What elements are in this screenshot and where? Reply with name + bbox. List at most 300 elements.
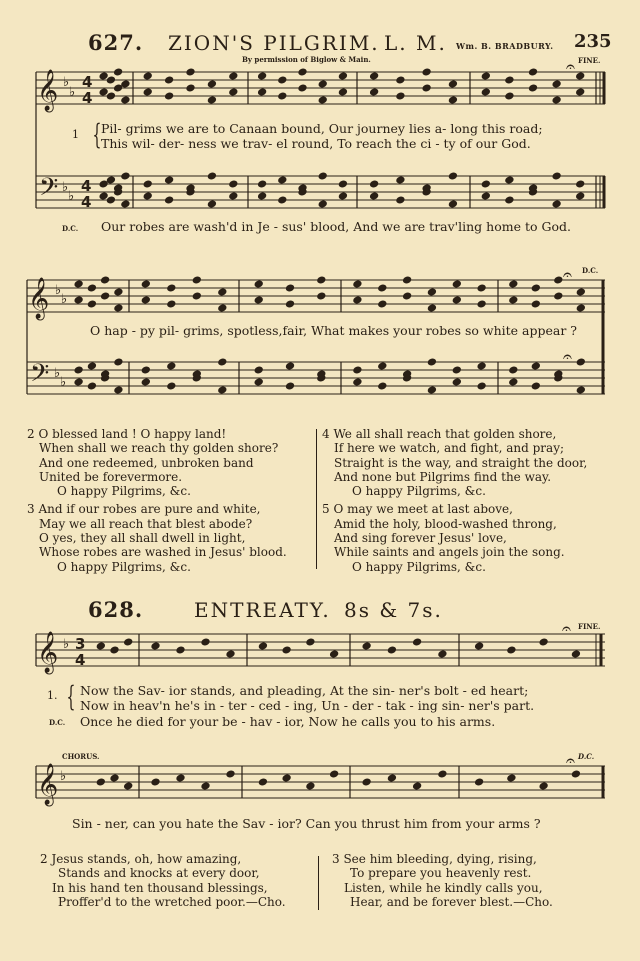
verse-line: Listen, while he kindly calls you, <box>344 880 543 895</box>
note-head <box>99 192 108 200</box>
hymn-628-verses-right <box>332 852 553 909</box>
hymn-627-dc-label: D.C. <box>62 224 79 233</box>
note-head <box>254 378 263 386</box>
note-head <box>254 366 263 374</box>
note-head <box>167 382 176 390</box>
note-head <box>448 200 457 208</box>
hymn-628-chorus-label: CHORUS. <box>62 752 100 761</box>
note-head <box>229 72 238 80</box>
note-head <box>576 88 585 96</box>
verse-line <box>27 502 287 516</box>
note-head <box>576 72 585 80</box>
note-head <box>278 196 287 204</box>
note-head <box>571 650 580 658</box>
fermata-icon: 𝄐 <box>563 265 572 284</box>
note-head <box>438 650 447 658</box>
brace-icon: { <box>66 680 76 713</box>
verse-line: Straight is the way, and straight the door, <box>334 455 588 470</box>
flat-icon: ♭ <box>55 283 62 298</box>
note-head <box>330 650 339 658</box>
verse-block <box>322 502 587 573</box>
note-head <box>165 92 174 100</box>
flat-icon: ♭ <box>62 180 69 195</box>
note-head <box>509 296 518 304</box>
note-head <box>114 288 123 296</box>
note-head <box>396 92 405 100</box>
fermata-icon: 𝄐 <box>562 619 571 638</box>
note-head <box>413 782 422 790</box>
note-head <box>505 92 514 100</box>
note-head <box>576 304 585 312</box>
note-head <box>99 180 108 188</box>
verse-line: O happy Pilgrims, &c. <box>57 559 191 574</box>
note-head <box>110 774 119 782</box>
system2-treble-staff <box>27 280 605 312</box>
note-head <box>96 642 105 650</box>
verse-line: When shall we reach thy golden shore? <box>39 441 279 456</box>
verse-line: In his hand ten thousand blessings, <box>52 880 268 895</box>
hymn-627-composer: Wm. B. BRADBURY. <box>456 41 554 51</box>
note-head <box>370 192 379 200</box>
hymn-628-meter: 8s & 7s. <box>344 598 443 622</box>
note-head <box>141 280 150 288</box>
hymn-627-verses-right <box>322 427 587 574</box>
note-head <box>539 638 548 646</box>
note-head <box>186 84 195 92</box>
note-head <box>285 362 294 370</box>
flat-icon: ♭ <box>61 292 68 307</box>
note-head <box>554 276 563 284</box>
note-head <box>282 774 291 782</box>
note-head <box>509 366 518 374</box>
note-head <box>167 300 176 308</box>
note-head <box>318 80 327 88</box>
note-head <box>278 176 287 184</box>
note-head <box>481 72 490 80</box>
note-head <box>99 72 108 80</box>
note-head <box>330 770 339 778</box>
note-head <box>226 770 235 778</box>
note-head <box>74 366 83 374</box>
verse-number: 3 <box>332 852 344 866</box>
note-head <box>396 76 405 84</box>
verse-line <box>332 852 553 866</box>
hymn-628-dc-label: D.C. <box>49 718 66 727</box>
hymn-628-verse-number: 1. <box>47 689 58 702</box>
verse-line <box>27 427 287 441</box>
note-head <box>477 362 486 370</box>
note-head <box>114 304 123 312</box>
note-head <box>87 382 96 390</box>
verse-number: 4 <box>322 427 334 441</box>
hymn-627-verse-number: 1 <box>72 128 79 141</box>
note-head <box>110 646 119 654</box>
treble-clef-icon: 𝄞 <box>37 70 59 111</box>
note-head <box>96 778 105 786</box>
hymn-628-dc-mark: D.C. <box>578 752 595 761</box>
note-head <box>531 362 540 370</box>
time-signature-bottom: 4 <box>82 89 93 107</box>
note-head <box>318 200 327 208</box>
note-head <box>505 176 514 184</box>
treble-clef-icon: 𝄞 <box>37 764 59 805</box>
note-head <box>285 382 294 390</box>
verse-line: O yes, they all shall dwell in light, <box>39 531 246 546</box>
note-head <box>528 84 537 92</box>
note-head <box>258 642 267 650</box>
note-head <box>353 280 362 288</box>
note-head <box>528 68 537 76</box>
column-divider <box>318 856 319 910</box>
note-head <box>218 304 227 312</box>
treble-clef-icon: 𝄞 <box>37 632 59 673</box>
note-head <box>99 88 108 96</box>
note-head <box>477 284 486 292</box>
hymn-627-lyric-line1: Pil- grims we are to Canaan bound, Our journey lies a- long this road; <box>101 121 543 136</box>
note-head <box>165 176 174 184</box>
verse-line-text: O may we meet at last above, <box>333 502 513 517</box>
note-head <box>176 646 185 654</box>
note-head <box>258 180 267 188</box>
note-head <box>396 196 405 204</box>
note-head <box>427 288 436 296</box>
note-head <box>338 180 347 188</box>
verse-block <box>27 427 287 498</box>
note-head <box>477 382 486 390</box>
verse-line: Whose robes are washed in Jesus' blood. <box>39 545 287 560</box>
note-head <box>298 68 307 76</box>
note-head <box>229 180 238 188</box>
note-head <box>353 296 362 304</box>
system2-bass-staff <box>27 362 605 394</box>
verse-line: Proffer'd to the wretched poor.—Cho. <box>58 894 286 909</box>
time-signature-top: 3 <box>75 635 86 653</box>
hymn628-staff2 <box>36 766 605 798</box>
note-head <box>403 292 412 300</box>
note-head <box>531 382 540 390</box>
verse-line: To prepare you heavenly rest. <box>350 866 532 881</box>
note-head <box>552 96 561 104</box>
verse-line: O happy Pilgrims, &c. <box>352 484 486 499</box>
note-head <box>207 172 216 180</box>
note-head <box>143 192 152 200</box>
note-head <box>121 172 130 180</box>
note-head <box>207 96 216 104</box>
note-head <box>114 386 123 394</box>
note-head <box>378 382 387 390</box>
note-head <box>452 378 461 386</box>
note-head <box>338 72 347 80</box>
verse-line: Stands and knocks at every door, <box>58 866 260 881</box>
note-head <box>143 72 152 80</box>
note-head <box>413 638 422 646</box>
note-head <box>452 366 461 374</box>
hymn-628-verses-left <box>40 852 286 909</box>
note-head <box>531 300 540 308</box>
note-head <box>229 192 238 200</box>
note-head <box>387 774 396 782</box>
note-head <box>114 68 123 76</box>
verse-line: May we all reach that blest abode? <box>39 516 253 531</box>
note-head <box>192 276 201 284</box>
note-head <box>378 362 387 370</box>
verse-line: United be forevermore. <box>39 469 183 484</box>
note-head <box>278 76 287 84</box>
note-head <box>477 300 486 308</box>
note-head <box>539 782 548 790</box>
note-head <box>218 288 227 296</box>
note-head <box>306 782 315 790</box>
verse-line: While saints and angels join the song. <box>334 545 565 560</box>
note-head <box>552 200 561 208</box>
bass-clef-icon: 𝄢 <box>30 359 50 394</box>
note-head <box>507 646 516 654</box>
flat-icon: ♭ <box>60 769 67 784</box>
note-head <box>106 92 115 100</box>
time-signature-top: 4 <box>81 177 92 195</box>
note-head <box>571 770 580 778</box>
note-head <box>87 362 96 370</box>
verse-line-text: Jesus stands, oh, how amazing, <box>51 852 242 866</box>
fermata-icon: 𝄐 <box>563 347 572 366</box>
note-head <box>121 80 130 88</box>
note-head <box>106 176 115 184</box>
note-head <box>114 358 123 366</box>
note-head <box>576 192 585 200</box>
flat-icon: ♭ <box>63 75 70 90</box>
note-head <box>167 284 176 292</box>
note-head <box>370 88 379 96</box>
note-head <box>285 284 294 292</box>
note-head <box>317 276 326 284</box>
note-head <box>282 646 291 654</box>
note-head <box>427 358 436 366</box>
verse-line: O happy Pilgrims, &c. <box>57 484 191 499</box>
brace-icon: { <box>92 118 102 151</box>
note-head <box>124 638 133 646</box>
verse-line: Hear, and be forever blest.—Cho. <box>350 894 553 909</box>
note-head <box>576 180 585 188</box>
note-head <box>552 80 561 88</box>
note-head <box>151 642 160 650</box>
verse-line <box>322 502 587 516</box>
note-head <box>505 196 514 204</box>
note-head <box>438 770 447 778</box>
note-head <box>143 88 152 96</box>
note-head <box>101 276 110 284</box>
verse-number: 2 <box>40 852 52 866</box>
hymn-627-lyric-line2: This wil- der- ness we trav- el round, To reach the ci - ty of our God. <box>101 136 531 151</box>
note-head <box>475 642 484 650</box>
note-head <box>353 378 362 386</box>
flat-icon: ♭ <box>60 375 67 390</box>
verse-line: And one redeemed, unbroken band <box>39 455 254 470</box>
verse-line: And sing forever Jesus' love, <box>334 531 507 546</box>
fermata-icon: 𝄐 <box>566 57 575 76</box>
verse-line: O happy Pilgrims, &c. <box>352 559 486 574</box>
note-head <box>254 280 263 288</box>
column-divider <box>316 429 317 569</box>
verse-block <box>40 852 286 909</box>
flat-icon: ♭ <box>63 637 70 652</box>
note-head <box>258 778 267 786</box>
hymn-628-lyric-line2: Now in heav'n he's in - ter - ced - ing, Un - der - tak - ing sin- ner's part. <box>80 698 535 713</box>
note-head <box>101 292 110 300</box>
note-head <box>186 68 195 76</box>
note-head <box>481 192 490 200</box>
time-signature-top: 4 <box>82 73 93 91</box>
note-head <box>387 646 396 654</box>
note-head <box>370 72 379 80</box>
note-head <box>318 96 327 104</box>
note-head <box>218 386 227 394</box>
note-head <box>422 68 431 76</box>
note-head <box>317 292 326 300</box>
note-head <box>151 778 160 786</box>
verse-line: Amid the holy, blood-washed throng, <box>334 516 557 531</box>
verse-number: 3 <box>27 502 39 517</box>
note-head <box>201 782 210 790</box>
hymn628-staff1 <box>36 634 605 666</box>
note-head <box>176 774 185 782</box>
verse-line <box>40 852 286 866</box>
note-head <box>507 774 516 782</box>
verse-line-text: We all shall reach that golden shore, <box>333 427 557 441</box>
note-head <box>285 300 294 308</box>
hymn-628-number: 628. <box>88 597 144 622</box>
hymn-628-lyric-line1: Now the Sav- ior stands, and pleading, At the sin- ner's bolt - ed heart; <box>80 683 529 698</box>
note-head <box>576 358 585 366</box>
note-head <box>226 650 235 658</box>
time-signature-bottom: 4 <box>75 651 86 669</box>
note-head <box>121 96 130 104</box>
hymn-628-title: ENTREATY. <box>194 598 331 622</box>
note-head <box>505 76 514 84</box>
verse-block <box>322 427 587 498</box>
note-head <box>106 196 115 204</box>
note-head <box>207 80 216 88</box>
verse-line: If here we watch, and fight, and pray; <box>334 441 565 456</box>
note-head <box>121 200 130 208</box>
fermata-icon: 𝄐 <box>566 751 575 770</box>
hymn-627-title: ZION'S PILGRIM. <box>168 31 380 55</box>
note-head <box>481 180 490 188</box>
note-head <box>554 292 563 300</box>
hymn-628-lyric-line3: Once he died for your be - hav - ior, Now he calls you to his arms. <box>80 714 496 729</box>
note-head <box>278 92 287 100</box>
note-head <box>576 386 585 394</box>
hymn-627-permission: By permission of Biglow & Main. <box>242 55 371 64</box>
note-head <box>448 80 457 88</box>
note-head <box>87 284 96 292</box>
note-head <box>201 638 210 646</box>
note-head <box>141 366 150 374</box>
flat-icon: ♭ <box>68 189 75 204</box>
note-head <box>114 84 123 92</box>
note-head <box>258 72 267 80</box>
note-head <box>192 292 201 300</box>
note-head <box>258 192 267 200</box>
verse-number: 5 <box>322 502 334 517</box>
note-head <box>403 276 412 284</box>
hymn-627-verses-left <box>27 427 287 574</box>
hymn-628-chorus-line: Sin - ner, can you hate the Sav - ior? Can you thrust him from your arms ? <box>72 816 541 831</box>
note-head <box>141 378 150 386</box>
note-head <box>218 358 227 366</box>
note-head <box>448 172 457 180</box>
treble-clef-icon: 𝄞 <box>28 278 50 319</box>
note-head <box>124 782 133 790</box>
note-head <box>229 88 238 96</box>
hymn-628-fine: FINE. <box>578 622 601 631</box>
note-head <box>74 280 83 288</box>
note-head <box>74 378 83 386</box>
note-head <box>353 366 362 374</box>
note-head <box>396 176 405 184</box>
note-head <box>87 300 96 308</box>
verse-line <box>322 427 587 441</box>
verse-block <box>27 502 287 573</box>
hymn-627-fine: FINE. <box>578 56 601 65</box>
note-head <box>207 200 216 208</box>
verse-line-text: O blessed land ! O happy land! <box>38 427 227 441</box>
note-head <box>378 284 387 292</box>
note-head <box>258 88 267 96</box>
note-head <box>74 296 83 304</box>
note-head <box>338 88 347 96</box>
hymn-627-chorus-line: O hap - py pil- grims, spotless,fair, What makes your robes so white appear ? <box>90 323 578 338</box>
verse-number: 2 <box>27 427 39 441</box>
flat-icon: ♭ <box>69 85 76 100</box>
note-head <box>254 296 263 304</box>
note-head <box>452 280 461 288</box>
bass-clef-icon: 𝄢 <box>39 173 59 208</box>
note-head <box>427 386 436 394</box>
note-head <box>509 378 518 386</box>
note-head <box>141 296 150 304</box>
note-head <box>338 192 347 200</box>
note-head <box>452 296 461 304</box>
note-head <box>165 196 174 204</box>
note-head <box>576 288 585 296</box>
flat-icon: ♭ <box>54 366 61 381</box>
note-head <box>509 280 518 288</box>
verse-line-text: See him bleeding, dying, rising, <box>343 852 537 866</box>
note-head <box>378 300 387 308</box>
note-head <box>318 172 327 180</box>
verse-block <box>332 852 553 909</box>
note-head <box>552 172 561 180</box>
note-head <box>475 778 484 786</box>
note-head <box>531 284 540 292</box>
note-head <box>427 304 436 312</box>
hymn-627-dc-line: Our robes are wash'd in Je - sus' blood, And we are trav'ling home to God. <box>101 219 571 234</box>
note-head <box>106 76 115 84</box>
note-head <box>422 84 431 92</box>
note-head <box>362 778 371 786</box>
verse-line-text: And if our robes are pure and white, <box>38 502 261 517</box>
time-signature-bottom: 4 <box>81 193 92 211</box>
note-head <box>481 88 490 96</box>
note-head <box>370 180 379 188</box>
note-head <box>362 642 371 650</box>
note-head <box>448 96 457 104</box>
hymn-627-dc-mark: D.C. <box>582 266 599 275</box>
note-head <box>165 76 174 84</box>
note-head <box>143 180 152 188</box>
hymn-627-meter: L. M. <box>384 31 447 55</box>
note-head <box>306 638 315 646</box>
